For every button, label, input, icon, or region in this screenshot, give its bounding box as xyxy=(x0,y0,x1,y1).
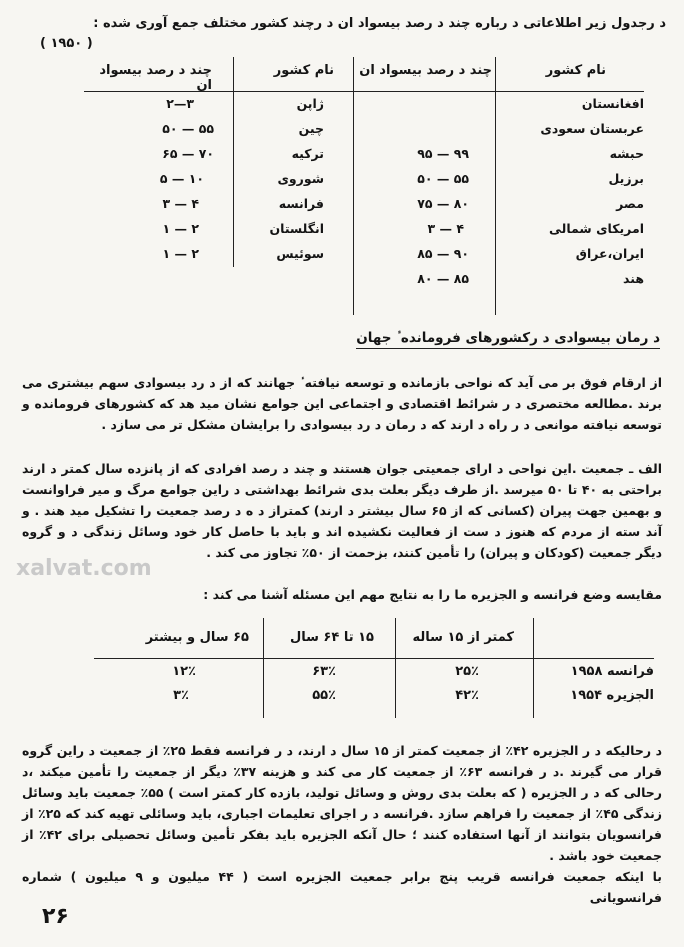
percent-cell: ۹۰ — ۸۵ xyxy=(417,246,469,261)
table-row xyxy=(84,167,644,192)
value-cell: ۶۳٪ xyxy=(312,664,336,679)
table-row xyxy=(84,267,644,292)
table-row xyxy=(84,117,644,142)
value-cell: ۴۲٪ xyxy=(455,688,479,703)
row-label: الجزیره ۱۹۵۴ xyxy=(570,688,654,703)
header-65-plus: ۶۵ سال و بیشتر xyxy=(145,630,249,645)
table-row xyxy=(94,659,654,683)
table-row xyxy=(94,683,654,707)
paragraph-5: با اینکه جمعیت فرانسه قریب پنج برابر جمعیت الجزیره است ( ۴۴ میلیون و ۹ میلیون ) شماره فرانسویانی xyxy=(22,869,662,905)
watermark: xalvat.com xyxy=(16,556,152,581)
header-under-15: کمتر از ۱۵ ساله xyxy=(412,630,514,645)
value-cell: ۲۵٪ xyxy=(455,664,479,679)
country-cell: شوروی xyxy=(277,171,324,186)
percent-cell: ۹۹ — ۹۵ xyxy=(417,146,469,161)
intro-year: ( ۱۹۵۰ ) xyxy=(40,36,93,51)
paragraph-1: از ارقام فوق بر می آید که نواحی بازمانده و توسعه نیافته ٔ جهانند که از د رد بیسوادی سهم بیشتری می برند .مطالعه مختصری د ر شرائط اقتصادی و اجتماعی این جوامع نشان مید هد که کشورهای فرومانده و توسعه نیافته موانعی د ر راه د ارند که د رمان د رد بیسوادی را برایشان مشکل تر می سازد . xyxy=(22,375,662,432)
table-row xyxy=(84,142,644,167)
country-cell: عربستان سعودی xyxy=(540,121,644,136)
header-percent-right: چند د رصد بیسواد ان xyxy=(359,63,492,78)
table-row xyxy=(84,242,644,267)
country-cell: مصر xyxy=(616,196,644,211)
percent-cell: ۴ — ۳ xyxy=(162,196,199,211)
paragraph-3: مقایسه وضع فرانسه و الجزیره ما را به نتایج مهم این مسئله آشنا می کند : xyxy=(203,587,662,602)
age-table-header xyxy=(94,618,654,659)
country-cell: انگلستان xyxy=(269,221,324,236)
country-cell: هند xyxy=(623,271,644,286)
row-label: فرانسه ۱۹۵۸ xyxy=(570,664,654,679)
percent-cell: ۳—۲ xyxy=(166,96,194,111)
percent-cell: ۷۰ — ۶۵ xyxy=(162,146,214,161)
table-row xyxy=(84,217,644,242)
paragraph-4: د رحالیکه د ر الجزیره ۴۲٪ از جمعیت کمتر از ۱۵ سال د ارند، د ر فرانسه فقط ۲۵٪ از جمعیت د راین گروه قرار می گیرند .د ر فرانسه ۶۳٪ از جمعیت کار می کند و هزینه ۳۷٪ دیگر از جمعیت را تأمین میکند ،د رحالی که د ر الجزیره ( که بعلت بدی روش و وسائل تولید، بازده کار کمتر است ) ۵۵٪ جمعیت باید وسائل زندگی ۴۵٪ از جمعیت را فراهم سازد .فرانسه د ر اجرای تعلیمات اجباری، باید وسائلی تهیه کند که ۲۵٪ از فرانسویان بتوانند از آنها استفاده کنند ؛ حال آنکه الجزیره باید بفکر تأمین وسائل تحصیلی برای ۴۲٪ از جمعیت خود باشد . xyxy=(22,743,662,863)
page-number: ۲۶ xyxy=(42,904,69,929)
country-cell: حبشه xyxy=(609,146,644,161)
header-country-right: نام کشور xyxy=(545,63,606,78)
header-country-left: نام کشور xyxy=(273,63,334,78)
country-cell: فرانسه xyxy=(278,196,324,211)
paragraph-2: الف ـ جمعیت .این نواحی د ارای جمعیتی جوان هستند و چند د رصد افرادی که از پانزده سال کمتر د ارند براحتی به ۴۰ تا ۵۰ میرسد .از طرف دیگر بعلت بدی شرائط بهداشتی د راین جوامع مرگ و میر فراوانست و بهمین جهت پیران (کسانی که از ۶۵ سال بیشتر د ارند) کمتراز د ه د رصد جمعیت را تشکیل مید هند . و آند سته از مردم که هنوز د ست از فعالیت نکشیده اند و باید با حاصل کار خود وسائل زندگی د و گروه دیگر جمعیت (کودکان و پیران) را تأمین کنند، بزحمت از ۵۰٪ تجاوز می کند . xyxy=(22,461,662,560)
literacy-rows xyxy=(84,92,644,292)
table-row xyxy=(84,92,644,117)
section-title: د رمان بیسوادی د رکشورهای فرومانده ٔ جهان xyxy=(356,330,660,349)
table-row xyxy=(84,192,644,217)
value-cell: ۳٪ xyxy=(173,688,189,703)
value-cell: ۵۵٪ xyxy=(312,688,336,703)
country-cell: ژاپن xyxy=(296,96,324,111)
country-cell: ایران،عراق xyxy=(575,246,644,261)
age-distribution-table xyxy=(94,618,654,707)
country-cell: سوئیس xyxy=(276,246,324,261)
percent-cell: ۵۵ — ۵۰ xyxy=(162,121,214,136)
country-cell: چین xyxy=(298,121,324,136)
header-percent-left: چند د رصد بیسواد ان xyxy=(99,63,212,93)
intro-text: د رجدول زیر اطلاعاتی د رباره چند د رصد بیسواد ان د رچند کشور مختلف جمع آوری شده : xyxy=(93,16,666,31)
percent-cell: ۸۵ — ۸۰ xyxy=(417,271,469,286)
country-cell: ترکیه xyxy=(291,146,324,161)
value-cell: ۱۲٪ xyxy=(172,664,196,679)
percent-cell: ۲ — ۱ xyxy=(162,221,199,236)
percent-cell: ۱۰ — ۵ xyxy=(159,171,204,186)
country-cell: افغانستان xyxy=(581,96,644,111)
percent-cell: ۸۰ — ۷۵ xyxy=(417,196,469,211)
percent-cell: ۴ — ۳ xyxy=(427,221,464,236)
percent-cell: ۵۵ — ۵۰ xyxy=(417,171,469,186)
literacy-table xyxy=(84,57,644,292)
country-cell: برزیل xyxy=(608,171,644,186)
country-cell: امریکای شمالی xyxy=(549,221,644,236)
literacy-table-header xyxy=(84,57,644,92)
percent-cell: ۲ — ۱ xyxy=(162,246,199,261)
header-15-64: ۱۵ تا ۶۴ سال xyxy=(289,630,374,645)
